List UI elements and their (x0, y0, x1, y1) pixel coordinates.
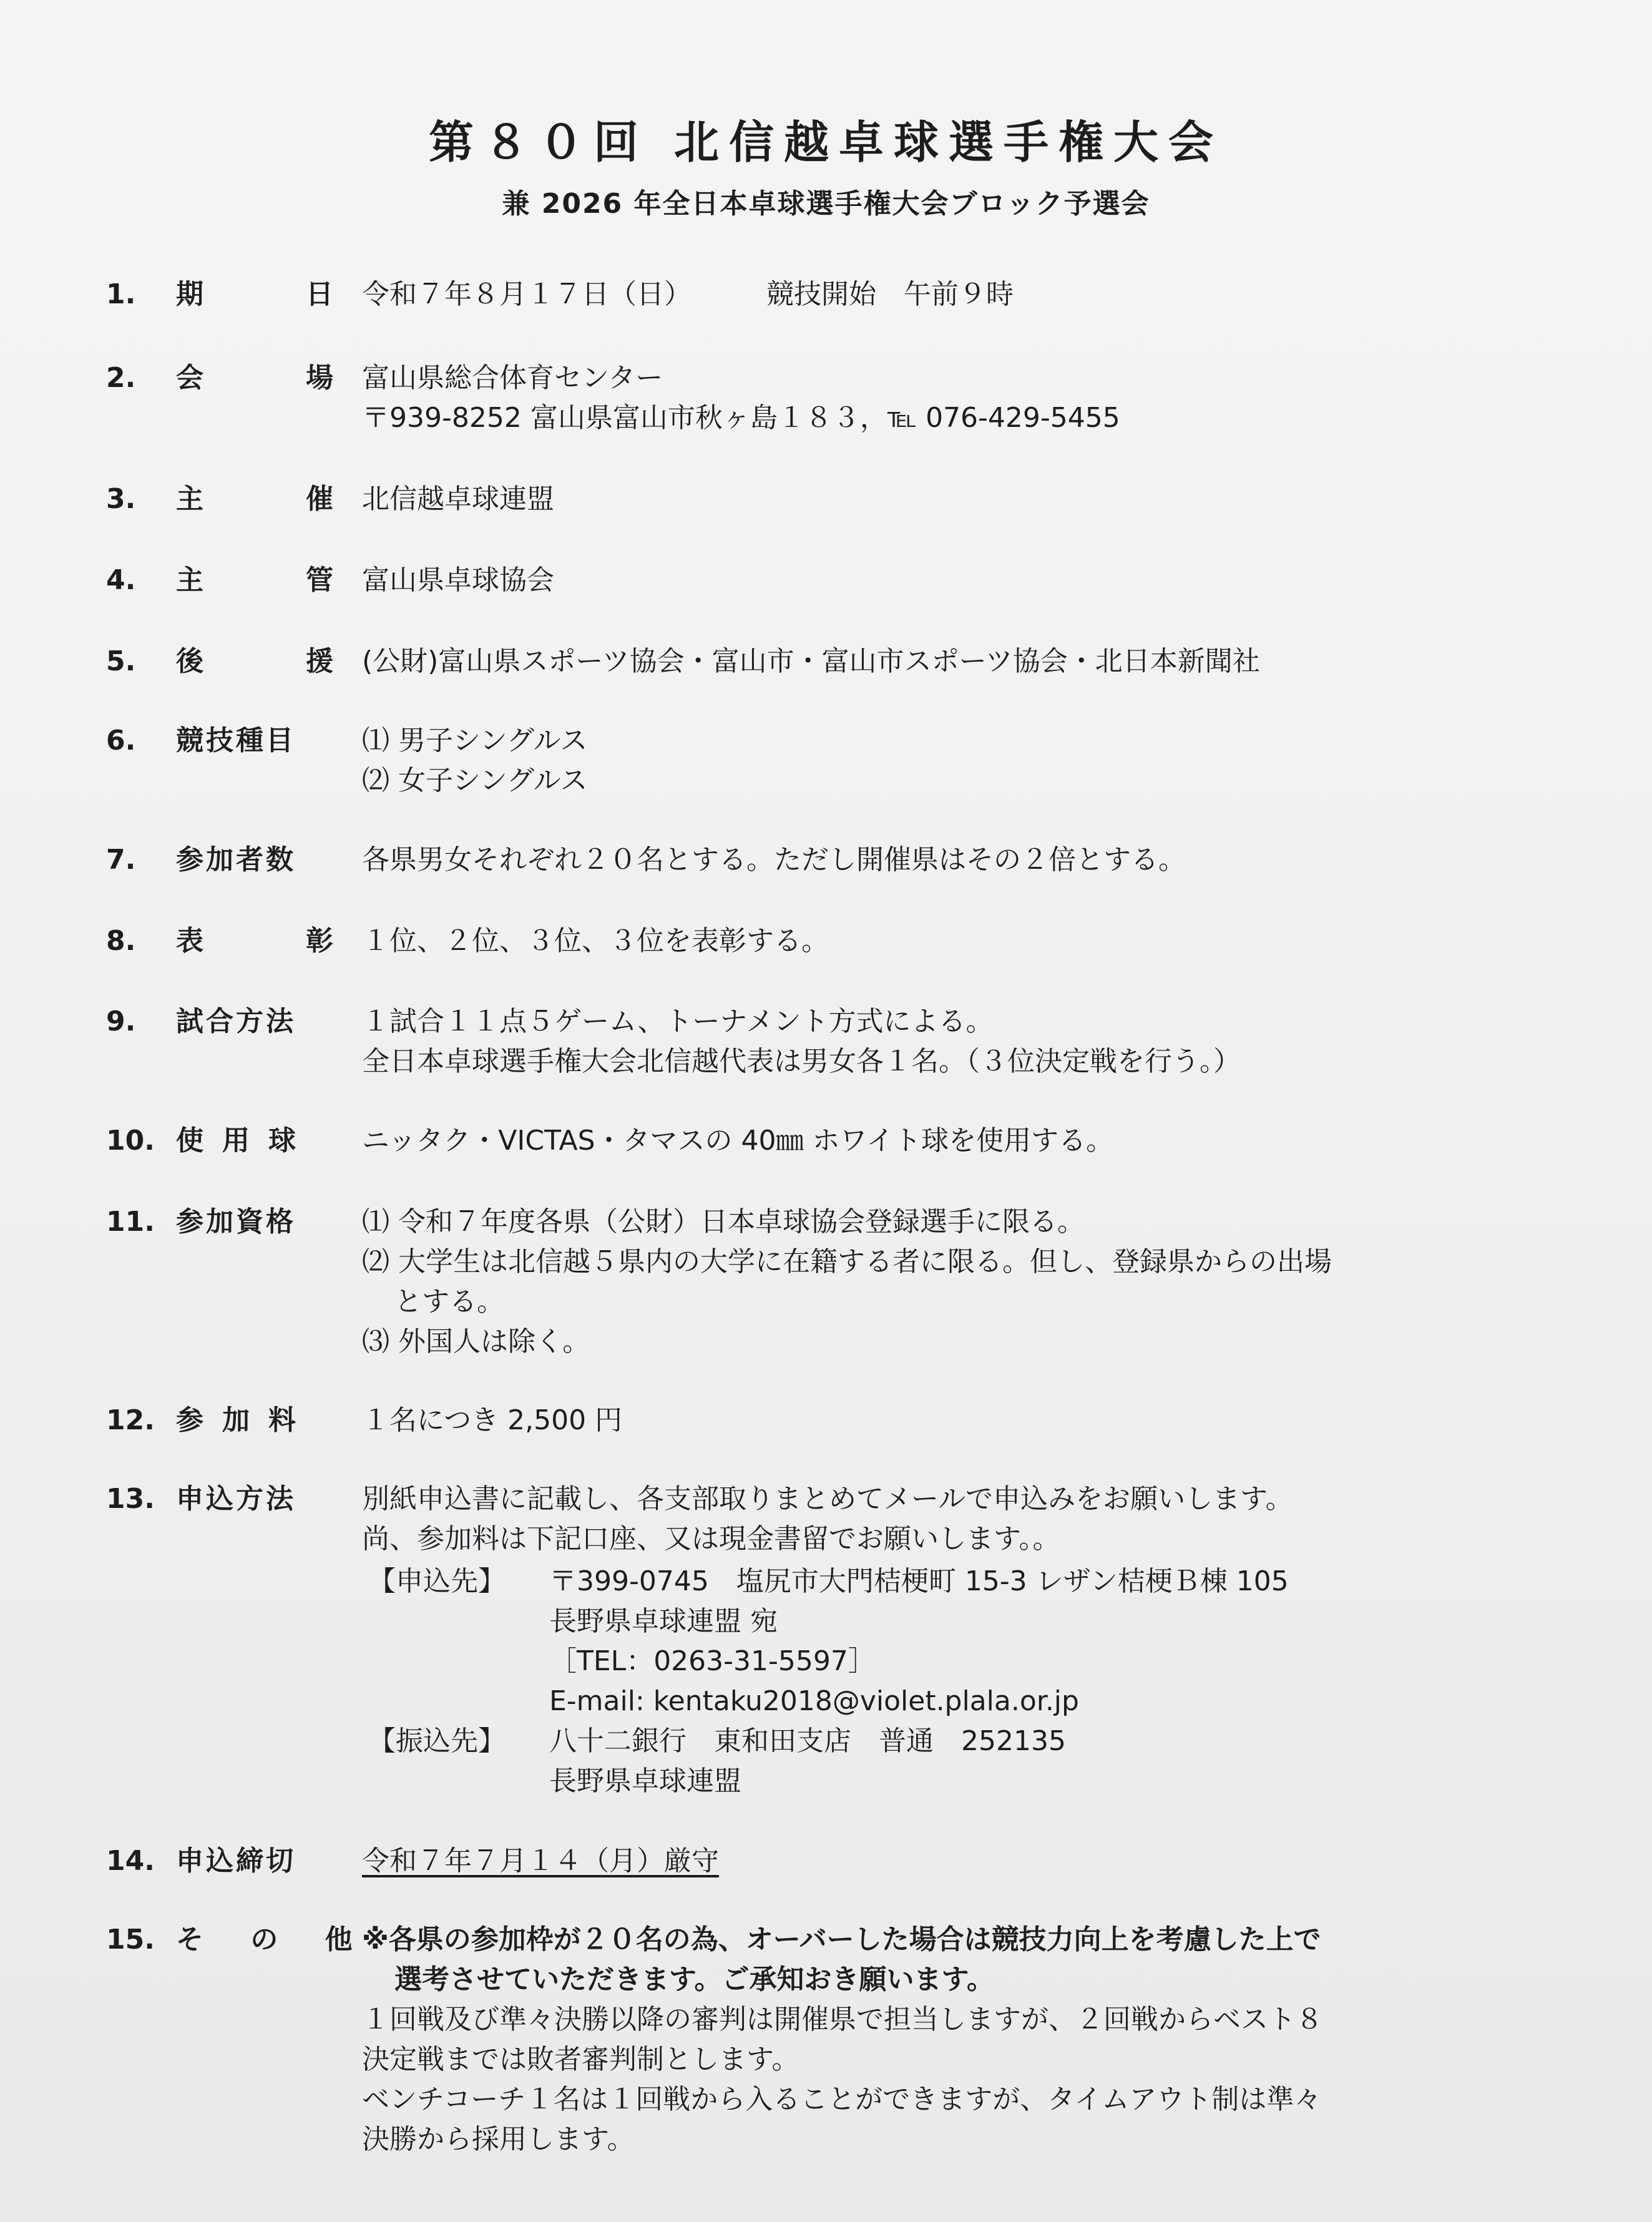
section-number: 4. (106, 564, 136, 596)
section-content (362, 642, 1604, 682)
application-address: 〒399-0745 塩尻市大門桔梗町 15-3 レザン桔梗Ｂ棟 105 (549, 1565, 1289, 1597)
section-title: 申込方法 (176, 1483, 296, 1515)
section-text: 全日本卓球選手権大会北信越代表は男女各１名。（３位決定戦を行う。） (362, 1045, 1241, 1077)
section-content (362, 1920, 1604, 2160)
eligibility-rule: ⑴ 令和７年度各県（公財）日本卓球協会登録選手に限る。 (362, 1206, 1085, 1238)
section-content (362, 1121, 1604, 1161)
section-number: 10. (106, 1125, 155, 1157)
section-number: 14. (106, 1845, 155, 1877)
event-mens-singles: ⑴ 男子シングルス (362, 725, 588, 756)
section-label (106, 840, 368, 880)
application-details (362, 1562, 1604, 1801)
section-number: 3. (106, 483, 136, 515)
section-title: 試合方法 (176, 1006, 296, 1037)
section-number: 6. (106, 725, 136, 756)
eligibility-rule: ⑵ 大学生は北信越５県内の大学に在籍する者に限る。但し、登録県からの出場 (362, 1246, 1332, 1278)
section-number: 11. (106, 1206, 155, 1238)
bank-account: 八十二銀行 東和田支店 普通 252135 (549, 1725, 1066, 1757)
notice-line: 選考させていただきます。ご承知おき願います。 (394, 1964, 994, 1995)
section-label (106, 560, 371, 600)
section-number: 1. (106, 278, 136, 310)
section-title: 使用球 (176, 1125, 315, 1157)
section-content (362, 840, 1604, 880)
section-title: 申込締切 (176, 1845, 296, 1877)
venue-name: 富山県総合体育センター (362, 362, 663, 394)
notice-line: 決勝から採用します。 (362, 2123, 635, 2155)
section-label (106, 1002, 368, 1042)
section-label (106, 358, 371, 398)
section-label (106, 642, 371, 682)
start-time: 競技開始 午前９時 (766, 278, 1014, 310)
section-number: 5. (106, 645, 136, 677)
section-number: 13. (106, 1483, 155, 1515)
notice-line: ※各県の参加枠が２０名の為、オーバーした場合は競技力向上を考慮した上で (362, 1924, 1321, 1955)
section-label (106, 921, 371, 961)
section-text: ニッタク・VICTAS・タマスの 40㎜ ホワイト球を使用する。 (362, 1125, 1114, 1157)
section-content (362, 921, 1604, 961)
section-title: 主 催 (176, 483, 371, 515)
section-title: 参加料 (176, 1404, 315, 1436)
section-content (362, 1401, 1604, 1441)
application-phone: ［TEL：0263-31-5597］ (549, 1645, 876, 1677)
application-email: E-mail: kentaku2018@violet.plala.or.jp (549, 1685, 1079, 1717)
section-content (362, 1202, 1604, 1362)
section-text: １名につき 2,500 円 (362, 1404, 623, 1436)
section-title: 会 場 (176, 362, 371, 394)
eligibility-rule: ⑶ 外国人は除く。 (362, 1326, 590, 1358)
section-content (362, 560, 1604, 600)
event-date: 令和７年８月１７日（日） (362, 278, 692, 310)
section-text: １試合１１点５ゲーム、トーナメント方式による。 (362, 1006, 994, 1037)
notice-line: 決定戦までは敗者審判制とします。 (362, 2043, 799, 2075)
section-text: 富山県卓球協会 (362, 564, 554, 596)
section-label (106, 1841, 368, 1881)
section-text: 別紙申込書に記載し、各支部取りまとめてメールで申込みをお願いします。 (362, 1483, 1293, 1515)
section-content (362, 275, 1604, 315)
application-to-label: 【申込先】 (368, 1565, 506, 1597)
section-number: 2. (106, 362, 136, 394)
eligibility-rule-continued: とする。 (394, 1286, 504, 1318)
section-number: 7. (106, 844, 136, 876)
section-title: そ の 他 (176, 1924, 371, 1955)
section-label (106, 275, 371, 315)
section-text: 尚、参加料は下記口座、又は現金書留でお願いします。。 (362, 1523, 1060, 1555)
section-label (106, 1401, 368, 1441)
section-title: 表 彰 (176, 925, 371, 957)
section-number: 15. (106, 1924, 155, 1955)
section-text: 各県男女それぞれ２０名とする。ただし開催県はその２倍とする。 (362, 844, 1186, 876)
notice-line: ベンチコーチ１名は１回戦から入ることができますが、タイムアウト制は準々 (362, 2083, 1322, 2115)
section-label (106, 721, 368, 761)
section-label (106, 1121, 368, 1161)
document-subtitle: 兼 2026 年全日本卓球選手権大会ブロック予選会 (502, 188, 1150, 220)
section-content (362, 721, 1604, 801)
section-title: 競技種目 (176, 725, 296, 756)
section-text: (公財)富山県スポーツ協会・富山市・富山市スポーツ協会・北日本新聞社 (362, 645, 1260, 677)
section-title: 期 日 (176, 278, 371, 310)
section-text: １位、２位、３位、３位を表彰する。 (362, 925, 829, 957)
section-title: 後 援 (176, 645, 371, 677)
section-number: 8. (106, 925, 136, 957)
document-title: 第８０回 北信越卓球選手権大会 (428, 116, 1224, 169)
bank-account-holder: 長野県卓球連盟 (549, 1765, 741, 1797)
section-content (362, 1002, 1604, 1082)
notice-line: １回戦及び準々決勝以降の審判は開催県で担当しますが、２回戦からベスト８ (362, 2004, 1323, 2035)
venue-address: 〒939-8252 富山県富山市秋ヶ島１８３，℡ 076-429-5455 (362, 402, 1120, 434)
bank-transfer-label: 【振込先】 (368, 1725, 506, 1757)
section-number: 12. (106, 1404, 155, 1436)
section-label (106, 1202, 368, 1242)
section-content (362, 1841, 1604, 1881)
section-text: 北信越卓球連盟 (362, 483, 554, 515)
deadline-date: 令和７年７月１４（月）厳守 (362, 1845, 719, 1877)
section-content (362, 479, 1604, 519)
section-content (362, 358, 1604, 438)
section-title: 主 管 (176, 564, 371, 596)
section-content (362, 1479, 1604, 1801)
section-title: 参加者数 (176, 844, 296, 876)
section-label (106, 1920, 371, 1960)
application-recipient: 長野県卓球連盟 宛 (549, 1605, 778, 1637)
section-label (106, 479, 371, 519)
section-number: 9. (106, 1006, 136, 1037)
event-womens-singles: ⑵ 女子シングルス (362, 765, 588, 796)
section-label (106, 1479, 368, 1519)
section-title: 参加資格 (176, 1206, 296, 1238)
